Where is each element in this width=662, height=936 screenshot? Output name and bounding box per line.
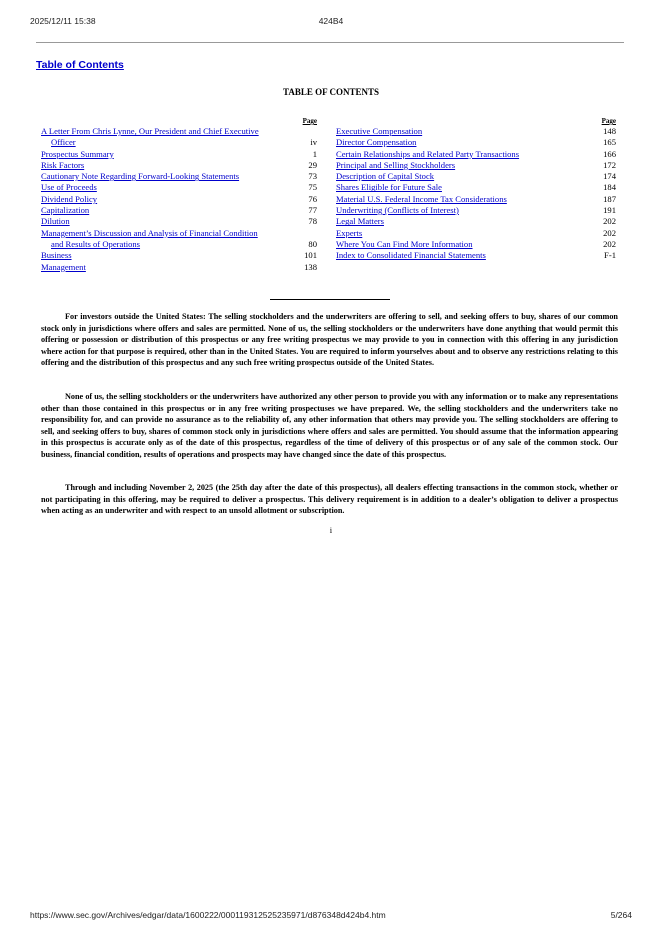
toc-page-number: 80	[308, 238, 317, 249]
investors-outside-us-paragraph: For investors outside the United States: The selling stockholders and the underwriters are offering to sell, and seeking offers to buy, shares of our common stock only in jurisdictions where offers and sales are permitted. None of us, the selling stockholders or the underwriters have done anything that would permit this offering or possession or distribution of this prospectus or any free writing prospectus we may provide to you in connection with this offering in any jurisdiction where action for that purpose is required, other than in the United States. You are required to inform yourselves about and to observe any restrictions relating to this offering and the distribution of this prospectus and any such free writing prospectus outside of the United States.	[41, 312, 618, 367]
toc-entry-capital-stock[interactable]: Description of Capital Stock	[336, 171, 435, 182]
toc-entry	[336, 182, 616, 193]
toc-entry	[336, 239, 616, 250]
toc-page-number: 202	[603, 216, 616, 227]
page-column-header: Page	[302, 117, 317, 125]
toc-entry-experts[interactable]: Experts	[336, 227, 363, 238]
toc-page-number: 78	[308, 216, 317, 227]
toc-entry-tax-considerations[interactable]: Material U.S. Federal Income Tax Considerations	[336, 193, 507, 204]
no-other-information-paragraph: None of us, the selling stockholders or the underwriters have authorized any other person to provide you with any information or to make any representations other than those contained in this prospectus or in any free writing prospectuses we have prepared. We, the selling stockholders and the underwriters take no responsibility for, and can provide no assurance as to the reliability of, any other information that others may provide you. The selling stockholders are offering to sell, and seeking offers to buy, shares of common stock only in jurisdictions where offers and sales are permitted. You should assume that the information appearing in this prospectus is accurate only as of the date of this prospectus, regardless of the time of delivery of this prospectus or of any sale of the common stock. Our business, financial condition, results of operations and prospects may have changed since the date of this prospectus.	[41, 392, 618, 459]
header-divider	[36, 42, 624, 43]
toc-page-number: 77	[308, 205, 317, 216]
table-of-contents-link[interactable]: Table of Contents	[36, 59, 124, 71]
toc-entry	[336, 149, 616, 160]
toc-page-number: 202	[603, 238, 616, 249]
toc-entry-cautionary-note[interactable]: Cautionary Note Regarding Forward-Looking Statements	[41, 171, 240, 182]
toc-entry	[41, 137, 317, 148]
toc-entry	[41, 250, 317, 261]
toc-entry-mdna-line1[interactable]: Management’s Discussion and Analysis of Financial Condition	[41, 227, 258, 238]
toc-entry-letter-line2[interactable]: Officer	[51, 137, 76, 148]
toc-entry	[336, 216, 616, 227]
toc-entry	[336, 194, 616, 205]
toc-entry-letter-line1[interactable]: A Letter From Chris Lynne, Our President and Chief Executive	[41, 126, 259, 136]
toc-entry	[41, 216, 317, 227]
toc-entry	[41, 194, 317, 205]
toc-entry	[41, 149, 317, 160]
section-divider	[270, 299, 390, 300]
toc-page-number: 191	[603, 205, 616, 216]
toc-entry	[41, 182, 317, 193]
toc-entry	[41, 160, 317, 171]
toc-page-number: 101	[304, 250, 317, 261]
toc-entry-management[interactable]: Management	[41, 261, 86, 272]
toc-entry-capitalization[interactable]: Capitalization	[41, 205, 90, 216]
toc-entry	[336, 126, 616, 137]
toc-entry-prospectus-summary[interactable]: Prospectus Summary	[41, 148, 114, 159]
toc-page-number: 184	[603, 182, 616, 193]
toc-page-number: iv	[310, 137, 317, 148]
toc-entry-more-information[interactable]: Where You Can Find More Information	[336, 238, 473, 249]
toc-page-number: 174	[603, 171, 616, 182]
toc-entry-mdna-line2[interactable]: and Results of Operations	[51, 238, 141, 249]
toc-entry	[41, 239, 317, 250]
toc-page-number: 148	[603, 126, 616, 136]
toc-page-number: 138	[304, 261, 317, 272]
toc-entry	[336, 137, 616, 148]
toc-page-number: 29	[308, 159, 317, 170]
toc-entry	[41, 171, 317, 182]
toc-entry-legal-matters[interactable]: Legal Matters	[336, 216, 384, 227]
toc-entry-related-party[interactable]: Certain Relationships and Related Party Transactions	[336, 148, 520, 159]
dealer-delivery-paragraph: Through and including November 2, 2025 (the 25th day after the date of this prospectus), all dealers effecting transactions in the common stock, whether or not participating in this offering, may be required to deliver a prospectus. This delivery requirement is in addition to a dealer’s obligation to deliver a prospectus when acting as an underwriter and with respect to an unsold allotment or subscription.	[41, 483, 618, 515]
page-column-header: Page	[601, 117, 616, 125]
toc-page-number: 73	[308, 171, 317, 182]
page-number: i	[329, 525, 333, 535]
toc-right-column	[336, 116, 616, 262]
toc-entry-financial-statements[interactable]: Index to Consolidated Financial Statements	[336, 250, 486, 261]
toc-entry-executive-compensation[interactable]: Executive Compensation	[336, 126, 423, 136]
toc-page-number: 187	[603, 193, 616, 204]
toc-entry	[41, 262, 317, 273]
toc-entry-future-sale[interactable]: Shares Eligible for Future Sale	[336, 182, 442, 193]
toc-entry-dividend-policy[interactable]: Dividend Policy	[41, 193, 98, 204]
toc-entry	[336, 228, 616, 239]
toc-page-number: 166	[603, 148, 616, 159]
toc-page-number: 75	[308, 182, 317, 193]
toc-entry-use-of-proceeds[interactable]: Use of Proceeds	[41, 182, 97, 193]
toc-entry-business[interactable]: Business	[41, 250, 72, 261]
toc-entry	[336, 171, 616, 182]
toc-entry	[336, 250, 616, 261]
toc-page-number: 202	[603, 227, 616, 238]
toc-page-number: 172	[603, 159, 616, 170]
print-datetime: 2025/12/11 15:38	[30, 16, 96, 26]
page-count: 5/264	[610, 910, 632, 920]
toc-entry-dilution[interactable]: Dilution	[41, 216, 70, 227]
toc-page-number: 1	[312, 148, 317, 159]
toc-entry-risk-factors[interactable]: Risk Factors	[41, 159, 85, 170]
source-url: https://www.sec.gov/Archives/edgar/data/1600222/000119312525235971/d876348d424b4.htm	[30, 910, 386, 920]
toc-left-column	[41, 116, 317, 273]
toc-entry-director-compensation[interactable]: Director Compensation	[336, 137, 417, 148]
toc-page-number: F-1	[604, 250, 616, 261]
toc-entry	[41, 205, 317, 216]
toc-title: TABLE OF CONTENTS	[282, 87, 380, 97]
toc-page-number: 165	[603, 137, 616, 148]
document-type: 424B4	[318, 16, 344, 26]
toc-entry	[336, 160, 616, 171]
toc-entry	[336, 205, 616, 216]
toc-entry-principal-stockholders[interactable]: Principal and Selling Stockholders	[336, 159, 456, 170]
toc-entry-underwriting[interactable]: Underwriting (Conflicts of Interest)	[336, 205, 459, 216]
toc-page-number: 76	[308, 193, 317, 204]
